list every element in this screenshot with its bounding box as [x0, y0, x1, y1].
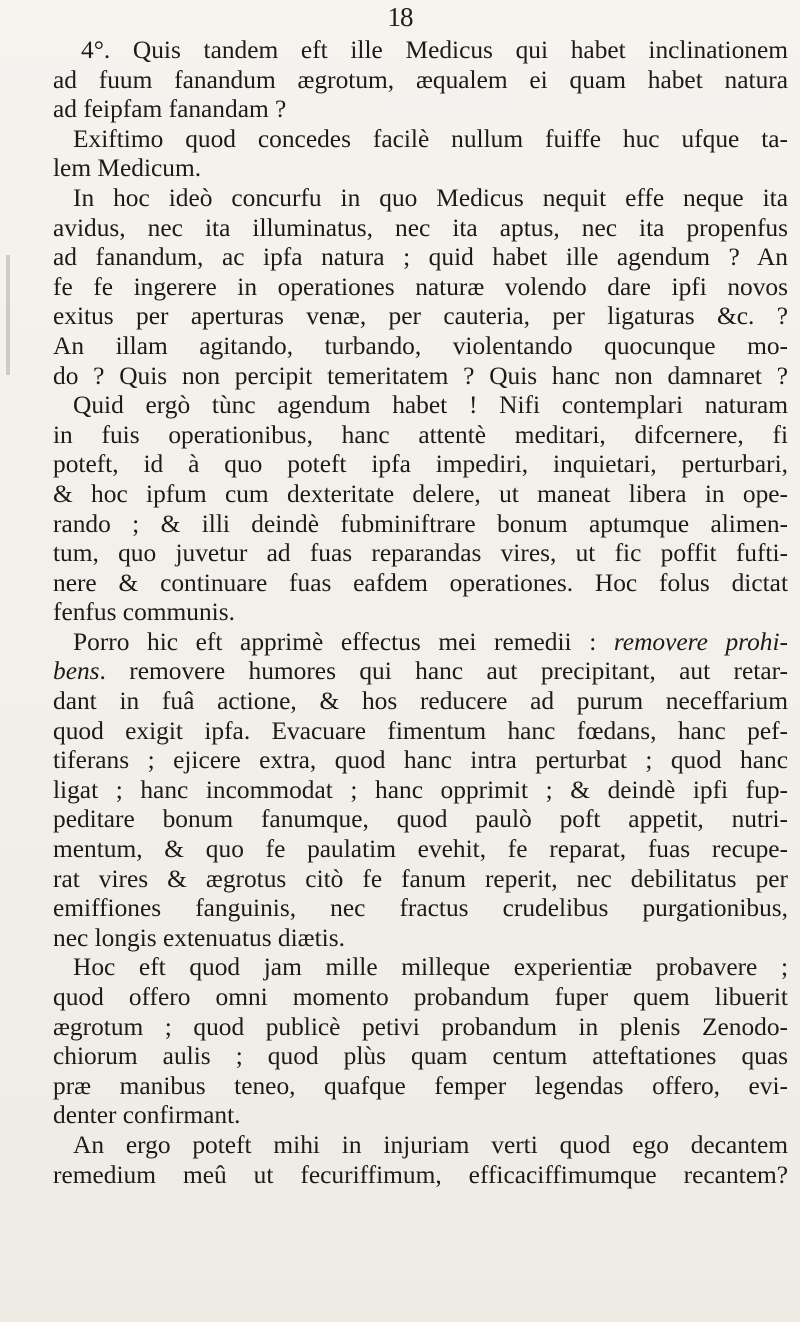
text-line [53, 125, 788, 155]
text-line [53, 480, 788, 510]
text-line [53, 302, 788, 332]
text-line [53, 362, 788, 392]
line-text: lem Medicum. [53, 154, 202, 183]
body-text [53, 36, 788, 1190]
line-text: In hoc ideò concurfu in quo Medicus nequit effe neque ita [73, 183, 788, 212]
line-text: ad feipfam fanandam ? [53, 95, 287, 124]
text-line [53, 894, 788, 924]
line-text: Hoc eft quod jam mille milleque experientiæ probavere ; [73, 953, 788, 982]
text-line [53, 953, 788, 983]
page-number: 18 [387, 2, 413, 32]
text-line [53, 391, 788, 421]
text-line [53, 36, 788, 66]
line-text: exitus per aperturas venæ, per cauteria, per ligaturas &c. ? [53, 302, 788, 331]
text-line [53, 1131, 788, 1161]
text-line [53, 805, 788, 835]
line-text: denter confirmant. [53, 1101, 241, 1130]
line-text: ægrotum ; quod publicè petivi probandum in plenis Zenodo- [53, 1012, 788, 1041]
line-text: ad fanandum, ac ipfa natura ; quid habet ille agendum ? An [53, 243, 788, 272]
line-text: & hoc ipfum cum dexteritate delere, ut maneat libera in ope- [53, 479, 788, 508]
text-line [53, 214, 788, 244]
line-text: ad fuum fanandum ægrotum, æqualem ei quam habet natura [53, 65, 788, 94]
italic-emphasis: bens [53, 657, 100, 686]
text-line [53, 243, 788, 273]
text-line [53, 865, 788, 895]
text-line [53, 628, 788, 658]
text-line [53, 450, 788, 480]
line-text: nere & continuare fuas eafdem operationes. Hoc folus dictat [53, 568, 788, 597]
line-text: quod offero omni momento probandum fuper quem libuerit [53, 983, 788, 1011]
line-text: Porro hic eft apprimè effectus mei remedii : [73, 627, 614, 656]
text-line [53, 983, 788, 1013]
text-line [53, 1042, 788, 1072]
italic-emphasis: removere prohi- [613, 627, 788, 656]
text-line [53, 598, 788, 628]
line-text: Quid ergò tùnc agendum habet ! Nifi contemplari naturam [73, 391, 788, 420]
text-line [53, 717, 788, 747]
line-text: emiffiones fanguinis, nec fractus crudelibus purgationibus, [53, 894, 788, 923]
line-text: fenfus communis. [53, 598, 235, 627]
line-text: mentum, & quo fe paulatim evehit, fe reparat, fuas recupe- [53, 835, 788, 864]
text-line [53, 924, 788, 954]
line-text: do ? Quis non percipit temeritatem ? Quis hanc non damnaret ? [53, 361, 788, 390]
margin-mark [6, 255, 10, 375]
text-line [53, 1072, 788, 1102]
text-line [53, 66, 788, 96]
line-text: dant in fuâ actione, & hos reducere ad purum neceffarium [53, 687, 788, 716]
text-line [53, 1101, 788, 1131]
text-line [53, 273, 788, 303]
text-line [53, 510, 788, 540]
text-line [53, 569, 788, 599]
line-text: avidus, nec ita illuminatus, nec ita aptus, nec ita propenfus [53, 213, 788, 242]
line-text: An ergo poteft mihi in injuriam verti quod ego decantem [73, 1130, 788, 1159]
text-line [53, 1013, 788, 1043]
line-text: ligat ; hanc incommodat ; hanc opprimit ; & deindè ipfi fup- [53, 775, 788, 804]
line-text: . removere humores qui hanc aut precipitant, aut retar- [99, 657, 788, 686]
text-line [53, 421, 788, 451]
text-line [53, 539, 788, 569]
line-text: Exiftimo quod concedes facilè nullum fuiffe huc ufque ta- [73, 124, 788, 153]
line-text: peditare bonum fanumque, quod paulò poft appetit, nutri- [53, 805, 788, 834]
text-line [53, 184, 788, 214]
text-line [53, 657, 788, 687]
line-text: An illam agitando, turbando, violentando quocunque mo- [53, 331, 788, 360]
line-text: chiorum aulis ; quod plùs quam centum atteftationes quas [53, 1042, 788, 1071]
line-text: rando ; & illi deindè fubminiftrare bonum aptumque alimen- [53, 509, 788, 538]
text-line [53, 746, 788, 776]
line-text: tum, quo juvetur ad fuas reparandas vires, ut fic poffit fufti- [53, 539, 788, 568]
line-text: poteft, id à quo poteft ipfa impediri, inquietari, perturbari, [53, 450, 788, 479]
line-text: remedium meû ut fecuriffimum, efficaciffimumque recantem? [53, 1160, 788, 1189]
line-text: rat vires & ægrotus citò fe fanum reperit, nec debilitatus per [53, 864, 788, 893]
text-line [53, 332, 788, 362]
text-line [53, 835, 788, 865]
line-text: tiferans ; ejicere extra, quod hanc intra perturbat ; quod hanc [53, 746, 788, 775]
line-text: fe fe ingerere in operationes naturæ volendo dare ipfi novos [53, 272, 788, 301]
line-text: 4°. Quis tandem eft ille Medicus qui habet inclinationem [81, 36, 788, 64]
line-text: præ manibus teneo, quafque femper legendas offero, evi- [53, 1071, 788, 1100]
line-text: nec longis extenuatus diætis. [53, 923, 345, 952]
line-text: quod exigit ipfa. Evacuare fimentum hanc fœdans, hanc pef- [53, 716, 788, 745]
text-line [53, 95, 788, 125]
text-line [53, 776, 788, 806]
line-text: in fuis operationibus, hanc attentè meditari, difcernere, fi [53, 420, 788, 449]
text-line [53, 154, 788, 184]
text-line [53, 687, 788, 717]
text-line [53, 1161, 788, 1191]
